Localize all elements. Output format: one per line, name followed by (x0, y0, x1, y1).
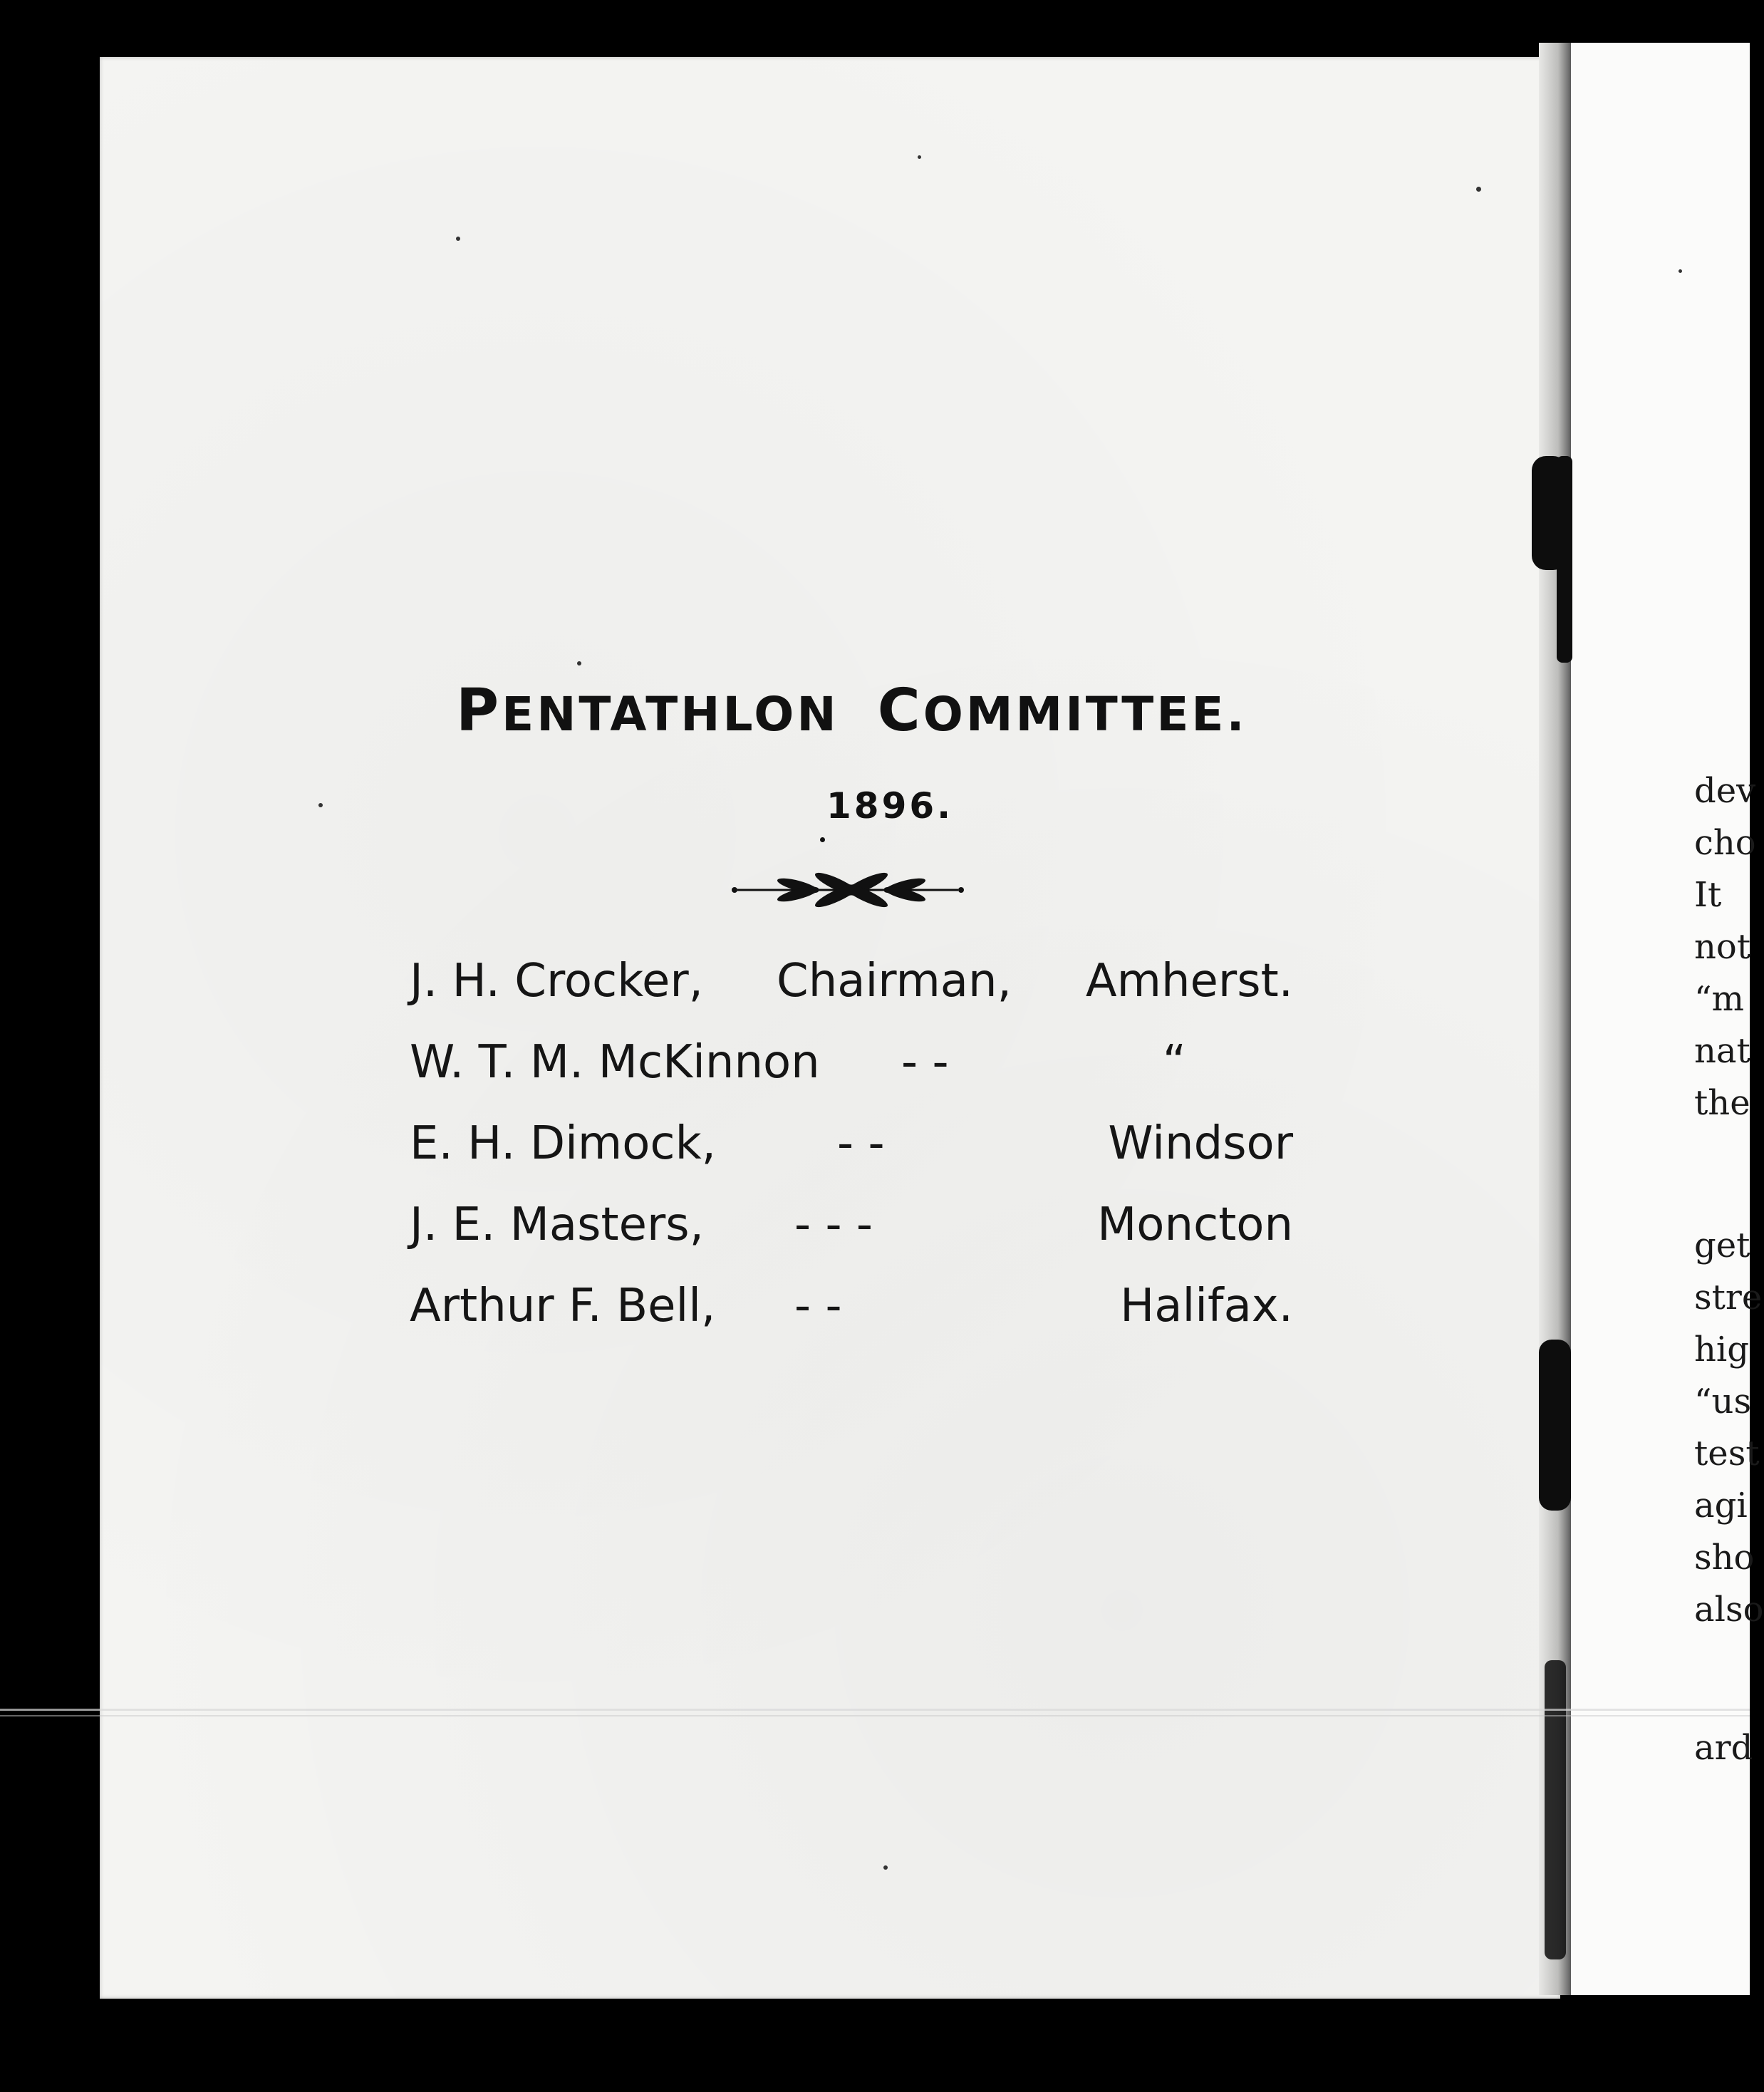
member-place: “ (1162, 1036, 1186, 1089)
member-place: Amherst. (1085, 955, 1293, 1008)
right-page-text: “us (1694, 1382, 1752, 1422)
right-page-text: test (1694, 1434, 1760, 1474)
right-page-text: It (1694, 875, 1722, 915)
committee-member (410, 1198, 1293, 1280)
year-label: 1896. (826, 785, 954, 827)
binding-mark (1545, 1660, 1566, 1959)
member-name: J. E. Masters, (410, 1198, 704, 1251)
member-role: Chairman, (777, 955, 1012, 1008)
right-page-text: agi (1694, 1486, 1748, 1526)
leaf-ornament-icon (730, 873, 965, 906)
right-page-text: stre (1694, 1278, 1763, 1317)
member-role: - - (837, 1117, 885, 1170)
right-page-text: ard (1694, 1728, 1753, 1768)
member-role: - - - (794, 1198, 873, 1251)
right-page-text: also (1694, 1590, 1764, 1630)
right-page-text: cho (1694, 823, 1756, 863)
member-name: E. H. Dimock, (410, 1117, 716, 1170)
title-word-2: OMMITTEE. (923, 687, 1247, 742)
right-page-text: dev (1694, 771, 1756, 811)
binding-mark (1557, 456, 1572, 663)
member-place: Halifax. (1120, 1280, 1293, 1332)
title-word-1: ENTATHLON (502, 687, 839, 742)
right-page-text: the (1694, 1083, 1750, 1123)
member-place: Windsor (1108, 1117, 1293, 1170)
paper-speck (577, 661, 581, 666)
member-name: W. T. M. McKinnon (410, 1036, 820, 1089)
paper-speck (456, 237, 460, 241)
right-page (1571, 43, 1750, 1995)
committee-member (410, 1117, 1293, 1198)
right-page-text: not (1694, 927, 1751, 967)
committee-member (410, 1280, 1293, 1361)
paper-speck (1679, 269, 1682, 273)
paper-speck (1476, 187, 1481, 192)
right-page-text: sho (1694, 1538, 1755, 1578)
paper-speck (318, 803, 323, 807)
right-page-text: nat (1694, 1031, 1750, 1071)
binding-mark (1539, 1340, 1571, 1511)
paper-speck (883, 1865, 888, 1870)
member-place: Moncton (1097, 1198, 1293, 1251)
right-page-text: hig (1694, 1330, 1749, 1369)
title-initial: C (877, 677, 923, 745)
page-title (456, 677, 1254, 745)
committee-member (410, 1036, 1293, 1117)
member-name: Arthur F. Bell, (410, 1280, 716, 1332)
member-role: - - (901, 1036, 949, 1089)
title-initial: P (456, 677, 502, 745)
paper-speck (918, 155, 921, 159)
right-page-text: “m (1694, 979, 1745, 1019)
right-page-text: get (1694, 1226, 1750, 1265)
member-role: - - (794, 1280, 842, 1332)
scan-artifact-line (0, 1715, 1750, 1716)
committee-member-list (410, 955, 1293, 1361)
scan-artifact-line (0, 1709, 1750, 1711)
committee-member (410, 955, 1293, 1036)
member-name: J. H. Crocker, (410, 955, 703, 1008)
ornament-dot (820, 837, 825, 842)
